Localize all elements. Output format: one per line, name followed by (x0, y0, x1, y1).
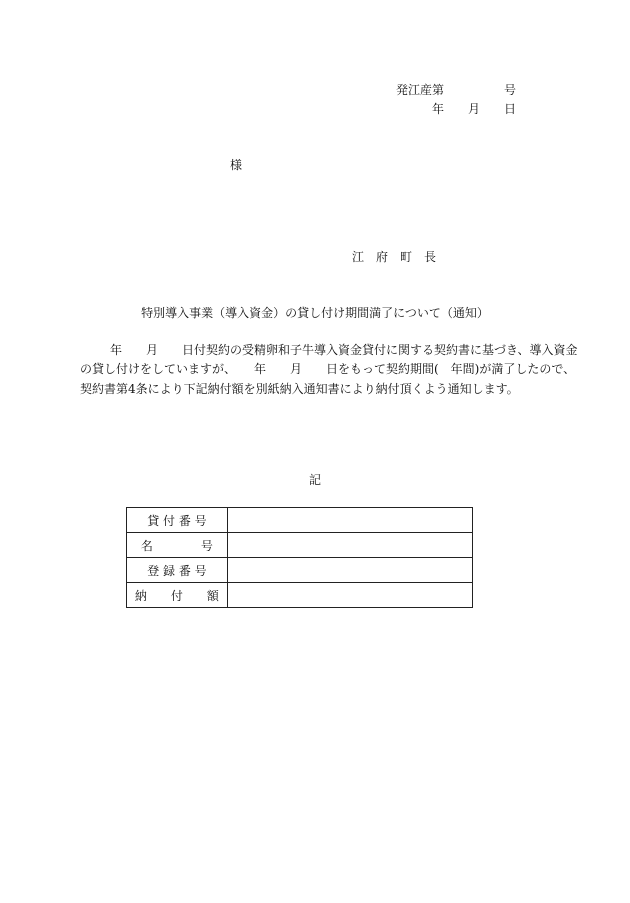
sender-name: 江 府 町 長 (352, 250, 437, 264)
document-subject: 特別導入事業（導入資金）の貸し付け期間満了について（通知） (141, 306, 489, 320)
table-row (127, 558, 473, 583)
body-text-line-3: 契約書第4条により下記納付額を別紙納入通知書により納付頂くよう通知します。 (80, 382, 519, 396)
recipient-honorific: 様 (230, 158, 243, 172)
loan-number-label: 貸 付 番 号 (127, 508, 228, 533)
loan-number-value (227, 508, 472, 533)
info-table (126, 507, 473, 608)
name-label: 名 号 (127, 533, 228, 558)
payment-amount-value (227, 583, 472, 608)
payment-amount-label: 納 付 額 (127, 583, 228, 608)
name-value (227, 533, 472, 558)
table-row (127, 508, 473, 533)
body-text-line-1: 年 月 日付契約の受精卵和子牛導入資金貸付に関する契約書に基づき、導入資金 (110, 343, 578, 357)
ki-heading: 記 (308, 473, 321, 487)
table-row (127, 533, 473, 558)
registration-number-label: 登 録 番 号 (127, 558, 228, 583)
document-date: 年 月 日 (431, 102, 516, 116)
table-row (127, 583, 473, 608)
body-text-line-2: の貸し付けをしていますが、 年 月 日をもって契約期間( 年間)が満了したので、 (80, 362, 576, 376)
registration-number-value (227, 558, 472, 583)
document-number: 発江産第 号 (395, 83, 516, 97)
